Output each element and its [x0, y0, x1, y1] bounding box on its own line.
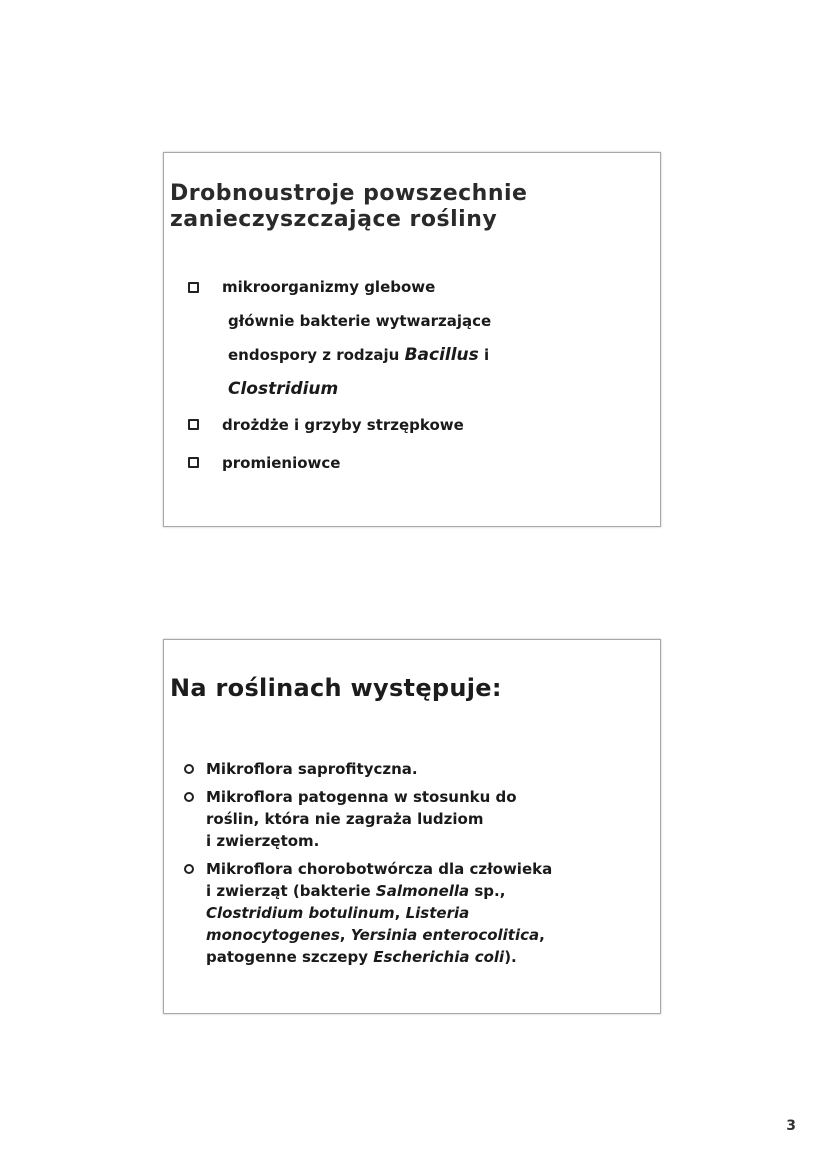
- species-name: monocytogenes: [206, 926, 340, 944]
- slide-1: [163, 152, 661, 527]
- list-item: [184, 786, 552, 852]
- slide-1-title-line: Drobnoustroje powszechnie: [170, 181, 528, 206]
- slide-2: [163, 639, 661, 1014]
- species-name: Salmonella: [375, 882, 470, 900]
- item-text: i: [478, 346, 490, 364]
- item-text-line: [206, 924, 552, 946]
- item-text-line: [222, 338, 491, 372]
- item-text: ).: [504, 948, 517, 966]
- item-text: i zwierzętom.: [206, 832, 320, 850]
- list-item: [184, 758, 552, 780]
- slide-1-title-line: zanieczyszczające rośliny: [170, 207, 498, 232]
- item-text: ,: [539, 926, 545, 944]
- item-text: promieniowce: [222, 454, 341, 472]
- genus-name: Bacillus: [404, 345, 479, 365]
- list-item: [188, 271, 491, 406]
- item-text-line: [206, 880, 552, 902]
- item-text: patogenne szczepy: [206, 948, 374, 966]
- genus-name: Clostridium: [228, 379, 339, 399]
- item-text: mikroorganizmy glebowe: [222, 278, 436, 296]
- circle-bullet-icon: [184, 792, 194, 802]
- species-name: Listeria: [405, 904, 470, 922]
- slide-1-title: [170, 181, 527, 233]
- item-text: endospory z rodzaju: [228, 346, 405, 364]
- species-name: Yersinia enterocolitica: [350, 926, 540, 944]
- page-number: 3: [786, 1118, 796, 1134]
- circle-bullet-icon: [184, 864, 194, 874]
- item-text: sp.,: [469, 882, 506, 900]
- item-text: Mikroflora saprofityczna.: [206, 760, 418, 778]
- item-text: drożdże i grzyby strzępkowe: [222, 416, 464, 434]
- list-item: [188, 406, 491, 444]
- species-name: Escherichia coli: [373, 948, 505, 966]
- checkbox-bullet-icon: [188, 419, 199, 430]
- item-text: ,: [394, 904, 406, 922]
- slide-2-bullet-list: [184, 758, 552, 974]
- item-text-line: [206, 902, 552, 924]
- slide-2-title: Na roślinach występuje:: [170, 674, 502, 702]
- list-item: [188, 444, 491, 482]
- item-text: Mikroflora chorobotwórcza dla człowieka: [206, 860, 553, 878]
- item-text: głównie bakterie wytwarzające: [228, 312, 492, 330]
- species-name: Clostridium botulinum: [206, 904, 395, 922]
- item-text-line: [206, 946, 552, 968]
- item-text: i zwierząt (bakterie: [206, 882, 376, 900]
- checkbox-bullet-icon: [188, 457, 199, 468]
- slide-1-bullet-list: [188, 271, 491, 482]
- circle-bullet-icon: [184, 764, 194, 774]
- list-item: [184, 858, 552, 968]
- item-text: Mikroflora patogenna w stosunku do: [206, 788, 517, 806]
- checkbox-bullet-icon: [188, 282, 199, 293]
- item-text: ,: [339, 926, 351, 944]
- item-text: roślin, która nie zagraża ludziom: [206, 810, 484, 828]
